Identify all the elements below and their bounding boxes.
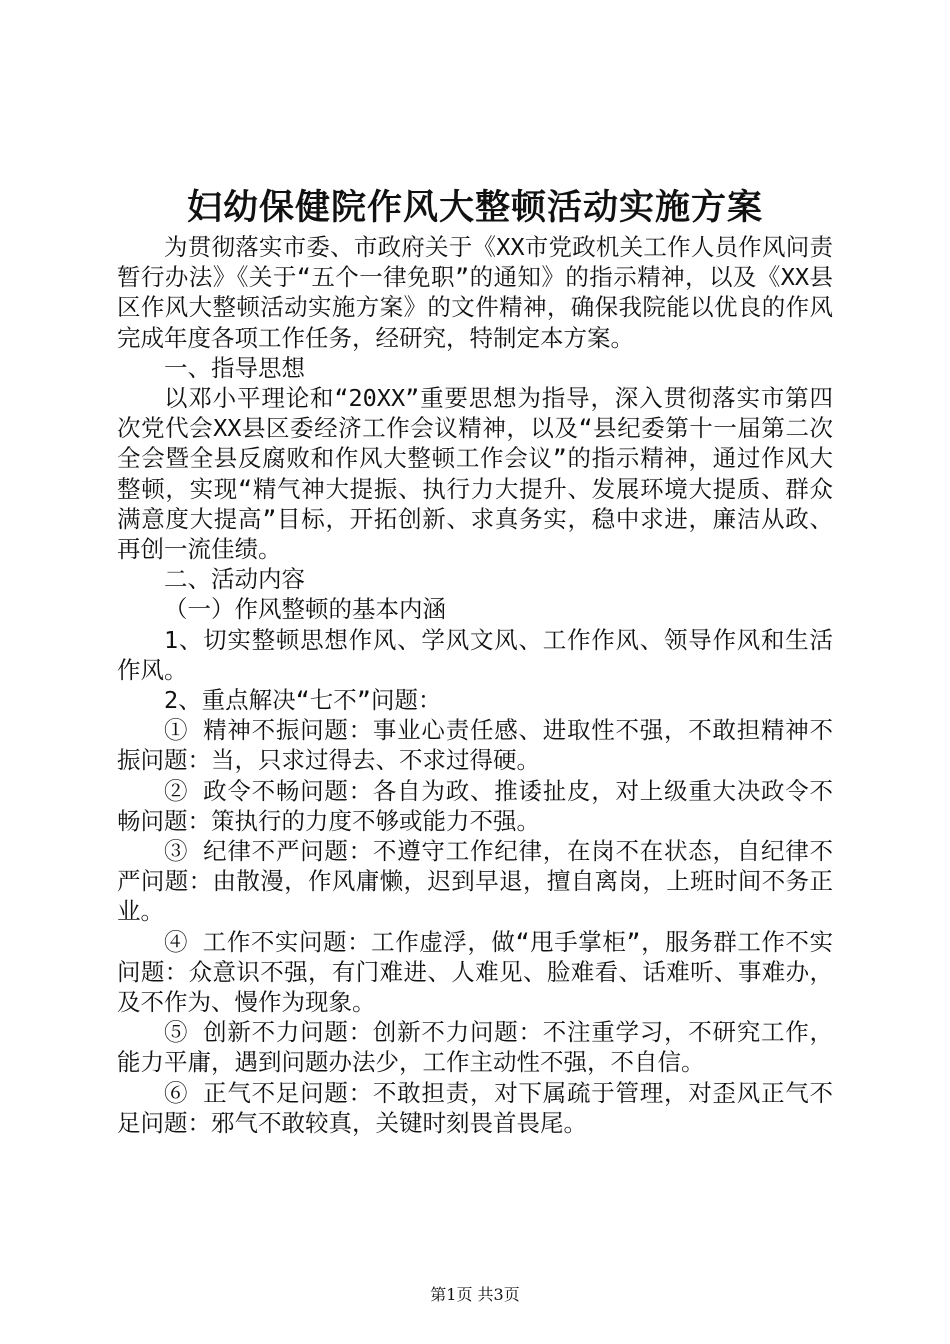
list-item-2: 2、重点解决“七不”问题：: [164, 686, 442, 715]
page-footer: 第1页 共3页: [430, 1285, 520, 1304]
guiding-ideology-paragraph: 以邓小平理论和“20XX”重要思想为指导，深入贯彻落实市第四次党代会XX县区委经济工作会议精神，以及“县纪委第十一届第二次全会暨全县反腐败和作风大整顿工作会议”的指示精神，通过作风大整顿，实现“精气神大提振、执行力大提升、发展环境大提质、群众满意度大提高”目标，开拓创新、求真务实，稳中求进，廉洁从政、再创一流佳绩。: [117, 384, 833, 564]
problem-item-2: ② 政令不畅问题：各自为政、推诿扯皮，对上级重大决政令不畅问题：策执行的力度不够或能力不强。: [117, 776, 833, 835]
subsection-heading-basic-connotation: （一）作风整顿的基本内涵: [164, 595, 446, 624]
problem-item-5: ⑤ 创新不力问题：创新不力问题：不注重学习，不研究工作，能力平庸，遇到问题办法少，工作主动性不强，不自信。: [117, 1018, 833, 1077]
intro-paragraph: 为贯彻落实市委、市政府关于《XX市党政机关工作人员作风问责暂行办法》《关于“五个一律免职”的通知》的指示精神，以及《XX县区作风大整顿活动实施方案》的文件精神，确保我院能以优良的作风完成年度各项工作任务，经研究，特制定本方案。: [117, 233, 833, 352]
document-title: 妇幼保健院作风大整顿活动实施方案: [186, 187, 763, 228]
problem-item-6: ⑥ 正气不足问题：不敢担责，对下属疏于管理，对歪风正气不足问题：邪气不敢较真，关键时刻畏首畏尾。: [117, 1078, 833, 1137]
problem-item-4: ④ 工作不实问题：工作虚浮，做“甩手掌柜”，服务群工作不实问题：众意识不强，有门难进、人难见、脸难看、话难听、事难办，及不作为、慢作为现象。: [117, 927, 833, 1017]
section-heading-activity-content: 二、活动内容: [164, 565, 305, 594]
problem-item-1: ① 精神不振问题：事业心责任感、进取性不强，不敢担精神不振问题：当，只求过得去、不求过得硬。: [117, 716, 833, 775]
problem-item-3: ③ 纪律不严问题：不遵守工作纪律，在岗不在状态，自纪律不严问题：由散漫，作风庸懒，迟到早退，擅自离岗，上班时间不务正业。: [117, 837, 833, 926]
document-body: [117, 232, 833, 1138]
list-item-1: 1、切实整顿思想作风、学风文风、工作作风、领导作风和生活作风。: [117, 625, 833, 684]
section-heading-guiding-ideology: 一、指导思想: [164, 353, 305, 382]
